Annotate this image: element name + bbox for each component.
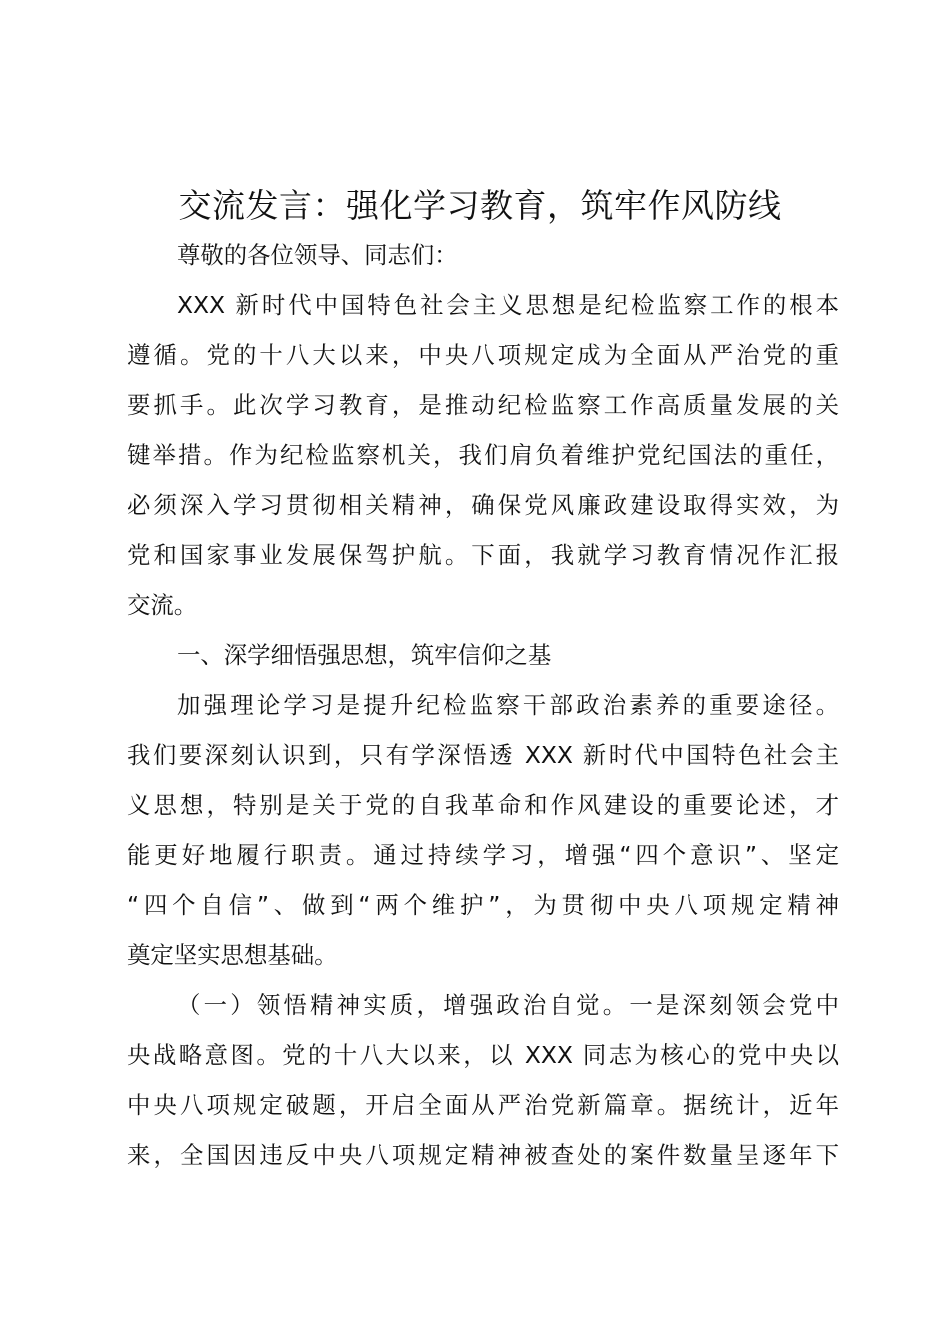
document-title: 交流发言：强化学习教育，筑牢作风防线: [178, 186, 782, 225]
salutation: 尊敬的各位领导、同志们：: [177, 241, 458, 269]
paragraph-line: （一）领悟精神实质，增强政治自觉。一是深刻领会党中: [177, 991, 839, 1019]
paragraph-line: 加强理论学习是提升纪检监察干部政治素养的重要途径。: [177, 691, 839, 719]
paragraph-line: 要抓手。此次学习教育，是推动纪检监察工作高质量发展的关: [127, 391, 839, 419]
paragraph-line: “四个自信”、做到“两个维护”，为贯彻中央八项规定精神: [127, 891, 839, 919]
paragraph-line: 义思想，特别是关于党的自我革命和作风建设的重要论述，才: [127, 791, 839, 819]
paragraph-line: 党和国家事业发展保驾护航。下面，我就学习教育情况作汇报: [127, 541, 839, 569]
paragraph-line: 我们要深刻认识到，只有学深悟透 XXX 新时代中国特色社会主: [127, 741, 839, 769]
paragraph-line: 交流。: [127, 591, 198, 619]
paragraph-line: 必须深入学习贯彻相关精神，确保党风廉政建设取得实效，为: [127, 491, 839, 519]
paragraph-line: 能更好地履行职责。通过持续学习，增强“四个意识”、坚定: [127, 841, 839, 869]
paragraph-line: XXX 新时代中国特色社会主义思想是纪检监察工作的根本: [177, 291, 839, 319]
paragraph-line: 中央八项规定破题，开启全面从严治党新篇章。据统计，近年: [127, 1091, 839, 1119]
paragraph-line: 来，全国因违反中央八项规定精神被查处的案件数量呈逐年下: [127, 1141, 839, 1169]
paragraph-line: 键举措。作为纪检监察机关，我们肩负着维护党纪国法的重任，: [127, 441, 839, 469]
paragraph-line: 遵循。党的十八大以来，中央八项规定成为全面从严治党的重: [127, 341, 839, 369]
section-heading: 一、深学细悟强思想，筑牢信仰之基: [177, 641, 552, 669]
paragraph-line: 央战略意图。党的十八大以来，以 XXX 同志为核心的党中央以: [127, 1041, 839, 1069]
paragraph-line: 奠定坚实思想基础。: [127, 941, 338, 969]
